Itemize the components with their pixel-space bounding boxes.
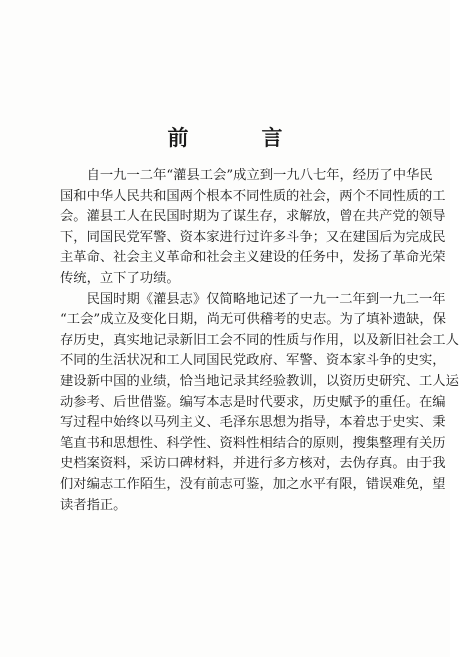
- text-line: 们对编志工作陌生，没有前志可鉴，加之水平有限，错误难免，望: [60, 476, 446, 492]
- text-line: 下，同国民党军警、资本家进行过许多斗争；又在建国后为完成民: [60, 229, 446, 245]
- text-line: 国和中华人民共和国两个根本不同性质的社会，两个不同性质的工: [60, 188, 446, 204]
- text-line: 动参考、后世借鉴。编写本志是时代要求，历史赋予的重任。在编: [60, 394, 446, 410]
- text-line: 笔直书和思想性、科学性、资料性相结合的原则，搜集整理有关历: [60, 435, 446, 451]
- text-line: 读者指正。: [60, 497, 127, 513]
- text-line: 建设新中国的业绩，恰当地记录其经验教训，以资历史研究、工人运: [60, 373, 459, 389]
- text-line: 不同的生活状况和工人同国民党政府、军警、资本家斗争的史实，: [60, 353, 446, 369]
- text-line: “工会”成立及变化日期，尚无可供稽考的史志。为了填补遗缺，保: [60, 312, 446, 328]
- text-line: 会。灌县工人在民国时期为了谋生存，求解放，曾在共产党的领导: [60, 209, 446, 225]
- text-line: 写过程中始终以马列主义、毛泽东思想为指导，本着忠于史实、秉: [60, 415, 446, 431]
- text-line: 民国时期《灌县志》仅简略地记述了一九一二年到一九二一年: [60, 291, 446, 307]
- text-line: 存历史，真实地记录新旧工会不同的性质与作用，以及新旧社会工人: [60, 332, 459, 348]
- text-line: 传统，立下了功绩。: [60, 270, 180, 286]
- page-title: 前 言: [167, 126, 309, 150]
- text-line: 史档案资料，采访口碑材料，并进行多方核对，去伪存真。由于我: [60, 456, 446, 472]
- preface-body: [60, 166, 459, 516]
- text-line: 主革命、社会主义革命和社会主义建设的任务中，发扬了革命光荣: [60, 250, 446, 266]
- text-line: 自一九一二年“灌县工会”成立到一九八七年，经历了中华民: [60, 168, 433, 183]
